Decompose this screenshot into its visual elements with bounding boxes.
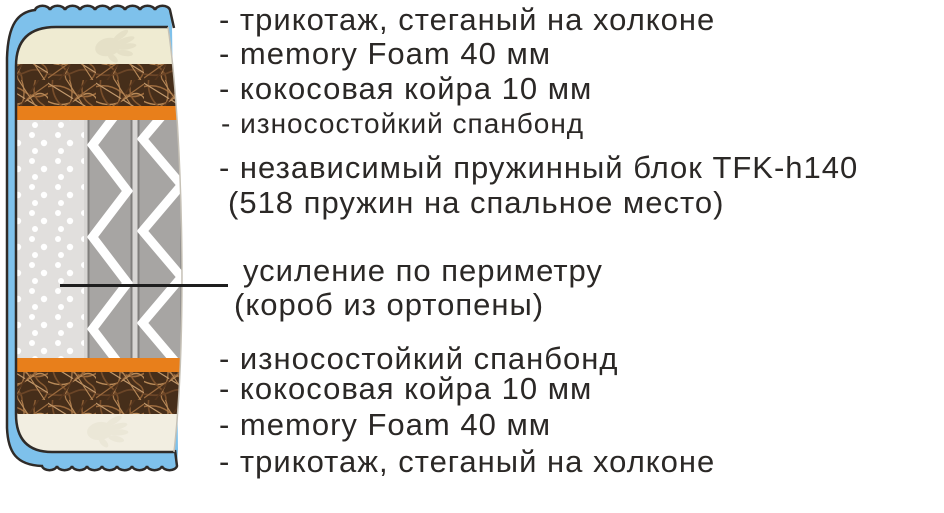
label-spunbond-top: - износостойкий спанбонд <box>221 108 585 139</box>
label-memory-foam-bottom: - memory Foam 40 мм <box>219 407 552 442</box>
label-spunbond-bottom: - износостойкий спанбонд <box>219 341 619 376</box>
label-spring-block: - независимый пружинный блок TFK-h140 <box>219 150 859 185</box>
pointer-line <box>60 284 228 287</box>
spring-pocket-2 <box>138 93 183 369</box>
label-knit-top: - трикотаж, стеганый на холконе <box>219 2 716 37</box>
coconut-coir-bottom-layer <box>14 372 196 414</box>
spring-pocket-1 <box>88 99 133 375</box>
label-memory-foam-top: - memory Foam 40 мм <box>219 36 552 71</box>
label-coir-top: - кокосовая койра 10 мм <box>219 71 593 106</box>
label-perimeter-detail: (короб из ортопены) <box>234 287 545 322</box>
label-perimeter: усиление по периметру <box>243 253 603 288</box>
label-coir-bottom: - кокосовая койра 10 мм <box>219 371 593 406</box>
label-knit-bottom: - трикотаж, стеганый на холконе <box>219 444 716 479</box>
coconut-coir-top-layer <box>14 64 196 106</box>
perimeter-box-dots <box>16 120 84 358</box>
mattress-diagram <box>0 0 210 513</box>
spunbond-bottom-layer <box>14 358 196 372</box>
spunbond-top-layer <box>14 106 196 120</box>
label-spring-count: (518 пружин на спальное место) <box>228 185 725 220</box>
